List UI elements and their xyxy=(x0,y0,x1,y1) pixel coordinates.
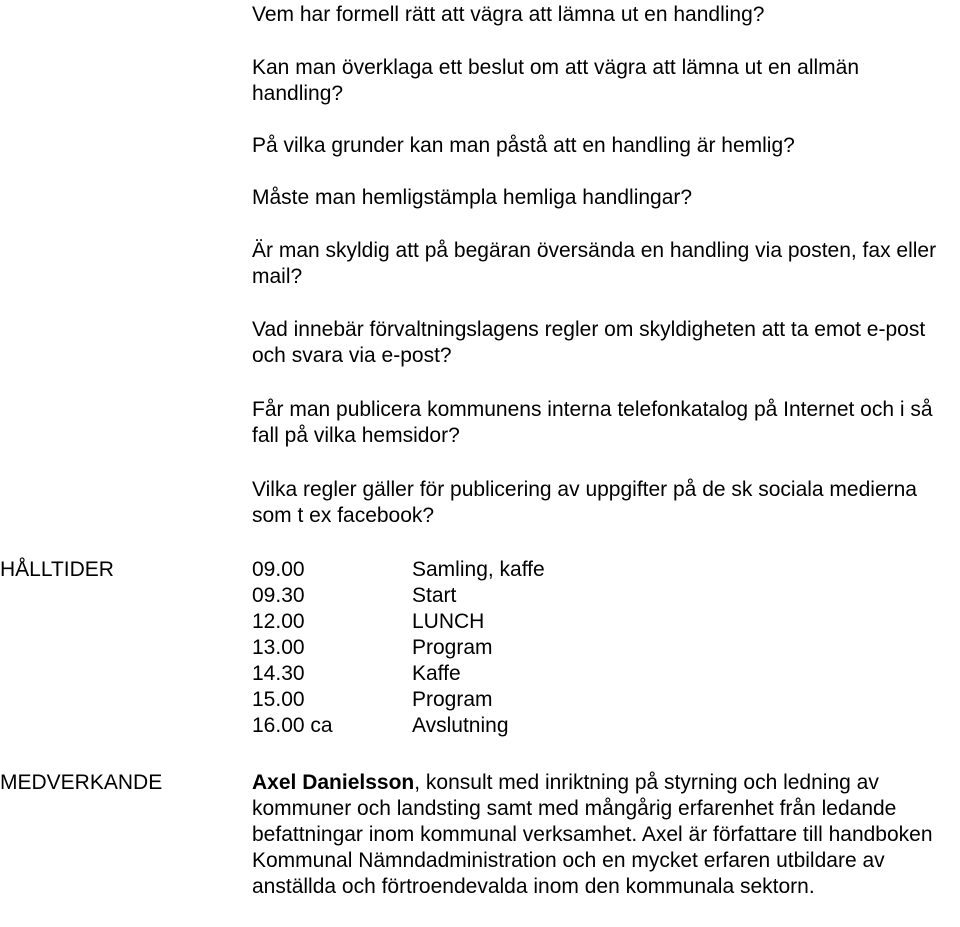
schedule-time: 13.00 xyxy=(252,636,305,659)
schedule-row xyxy=(252,609,652,635)
question-text: Vem har formell rätt att vägra att lämna ut en handling? xyxy=(252,3,765,26)
schedule-time: 16.00 ca xyxy=(252,714,333,737)
schedule-row xyxy=(252,635,652,661)
medverkande-heading: MEDVERKANDE xyxy=(0,771,163,794)
question-text: På vilka grunder kan man påstå att en handling är hemlig? xyxy=(252,134,795,157)
question-text: Får man publicera kommunens interna telefonkatalog på Internet och i så fall på vilka hemsidor? xyxy=(252,398,933,447)
schedule-activity: Start xyxy=(412,584,457,607)
schedule-activity: Program xyxy=(412,688,493,711)
question-text: Vad innebär förvaltningslagens regler om skyldigheten att ta emot e-post och svara via e-post? xyxy=(252,318,926,367)
schedule-time: 09.30 xyxy=(252,584,305,607)
hall-tider-heading: HÅLLTIDER xyxy=(0,558,114,581)
question-text: Kan man överklaga ett beslut om att vägra att lämna ut en allmän handling? xyxy=(252,56,860,105)
schedule-activity: Kaffe xyxy=(412,662,461,685)
schedule-time: 14.30 xyxy=(252,662,305,685)
schedule-activity: Avslutning xyxy=(412,714,509,737)
schedule-list xyxy=(252,557,652,739)
speaker-description: , konsult med inriktning på styrning och ledning av kommuner och landsting samt med mångårig erfarenhet från ledande befattningar inom kommunal verksamhet. Axel är författare till handboken Kommunal Nämndadministration och en mycket erfaren utbildare av anställda och förtroendevalda inom den kommunala sektorn. xyxy=(252,771,933,898)
schedule-activity: Samling, kaffe xyxy=(412,558,545,581)
schedule-row xyxy=(252,557,652,583)
schedule-row xyxy=(252,713,652,739)
speaker-bio xyxy=(252,770,960,900)
question-text: Måste man hemligstämpla hemliga handlingar? xyxy=(252,186,693,209)
schedule-time: 09.00 xyxy=(252,558,305,581)
schedule-row xyxy=(252,583,652,609)
schedule-time: 12.00 xyxy=(252,610,305,633)
schedule-row xyxy=(252,661,652,687)
schedule-time: 15.00 xyxy=(252,688,305,711)
schedule-activity: LUNCH xyxy=(412,610,485,633)
speaker-name: Axel Danielsson xyxy=(252,771,415,794)
question-text: Är man skyldig att på begäran översända en handling via posten, fax eller mail? xyxy=(252,239,937,288)
schedule-activity: Program xyxy=(412,636,493,659)
question-text: Vilka regler gäller för publicering av uppgifter på de sk sociala medierna som t ex facebook? xyxy=(252,478,917,527)
schedule-row xyxy=(252,687,652,713)
